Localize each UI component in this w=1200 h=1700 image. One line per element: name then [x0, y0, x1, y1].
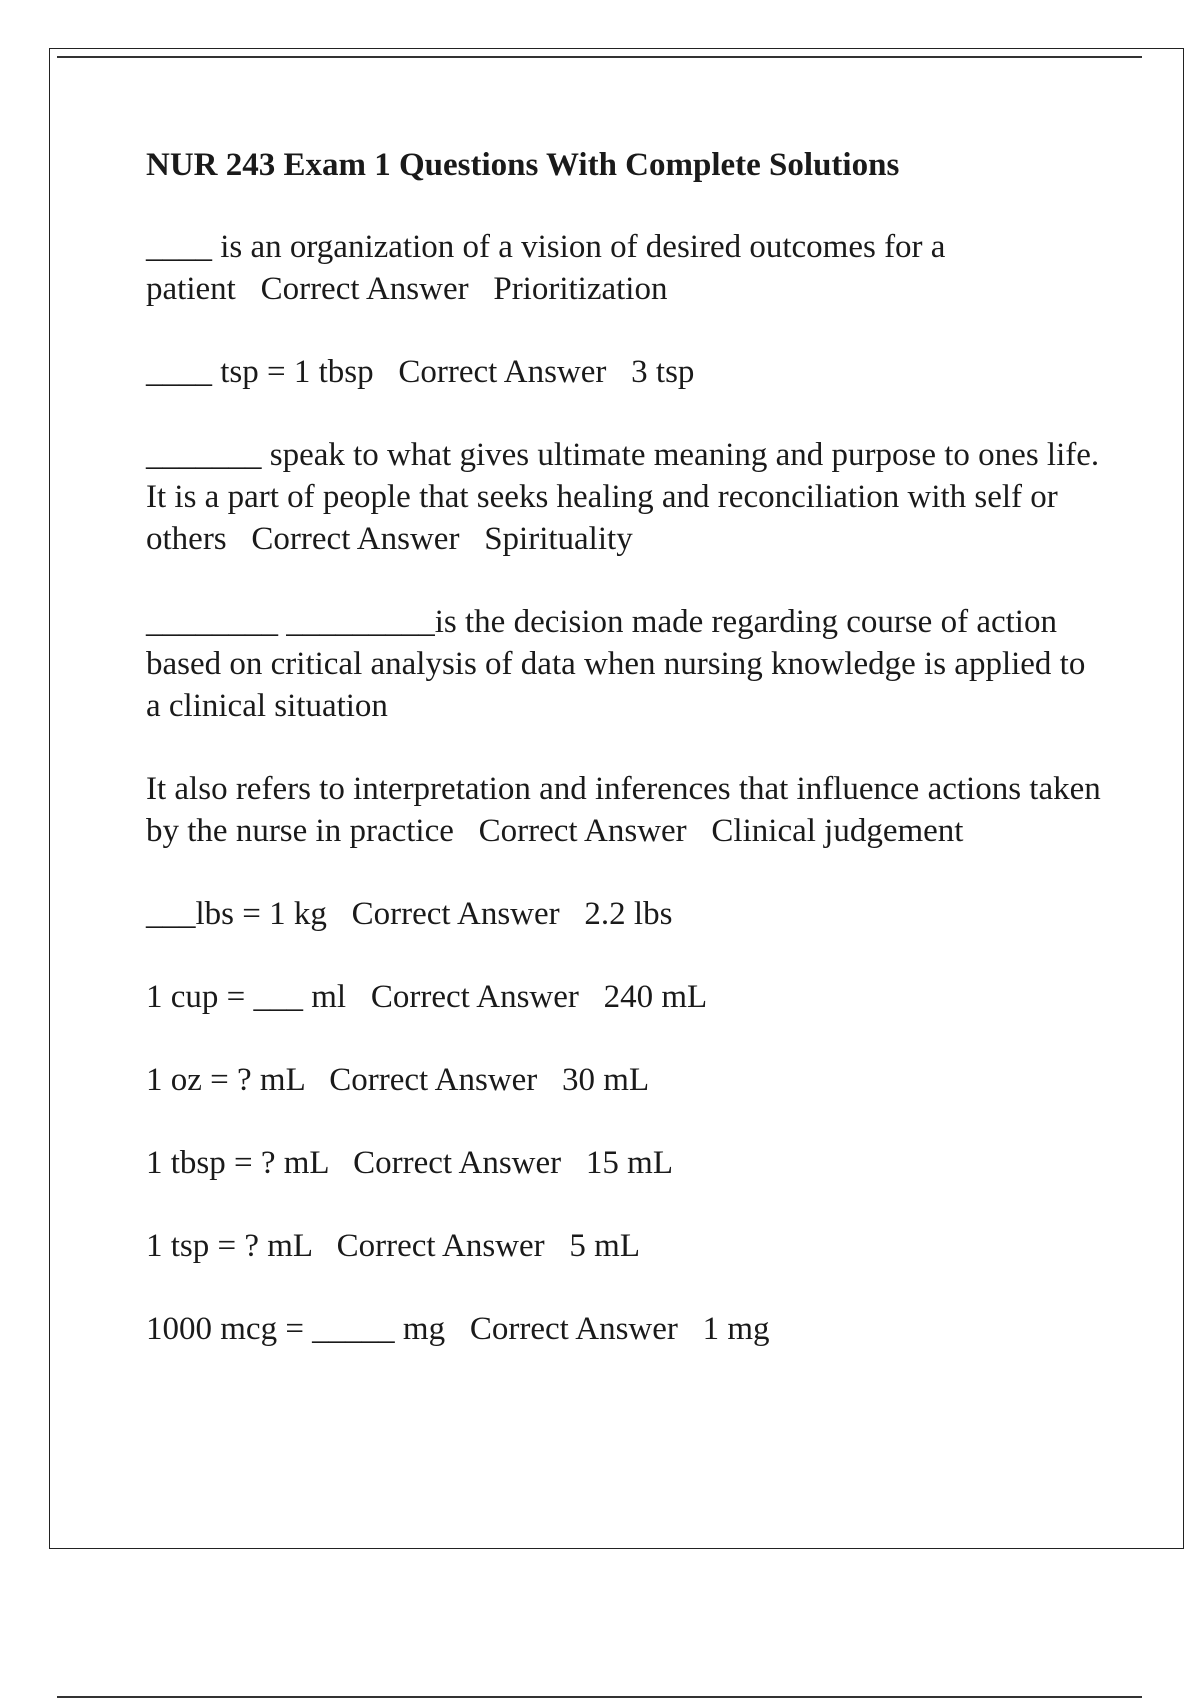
answer-label: Correct Answer [398, 354, 607, 390]
bottom-rule [57, 1696, 1142, 1698]
question-text: 1000 mcg = _____ mg [146, 1311, 446, 1347]
answer-label: Correct Answer [351, 896, 560, 932]
answer-text: Spirituality [484, 521, 633, 557]
qa-item [146, 601, 1106, 727]
answer-text: 3 tsp [631, 354, 695, 390]
answer-label: Correct Answer [329, 1062, 538, 1098]
question-text: ____ is an organization of a vision of desired outcomes for a patient [146, 229, 954, 307]
answer-label: Correct Answer [478, 813, 687, 849]
qa-item [146, 976, 1106, 1018]
qa-item [146, 434, 1106, 560]
answer-label: Correct Answer [336, 1228, 545, 1264]
question-text: It also refers to interpretation and inferences that influence actions taken by the nurse in practice [146, 771, 1110, 849]
question-text: ____ tsp = 1 tbsp [146, 354, 374, 390]
answer-label: Correct Answer [370, 979, 579, 1015]
answer-label: Correct Answer [260, 271, 469, 307]
answer-text: Prioritization [493, 271, 668, 307]
answer-text: 5 mL [569, 1228, 640, 1264]
question-text: ________ _________is the decision made regarding course of action based on critical analysis of data when nursing knowledge is applied to a clinical situation [146, 604, 1094, 724]
answer-text: Clinical judgement [711, 813, 964, 849]
answer-text: 1 mg [702, 1311, 770, 1347]
question-text: 1 oz = ? mL [146, 1062, 305, 1098]
answer-label: Correct Answer [469, 1311, 678, 1347]
answer-label: Correct Answer [353, 1145, 562, 1181]
question-text: ___lbs = 1 kg [146, 896, 327, 932]
question-text: _______ speak to what gives ultimate meaning and purpose to ones life. It is a part of people that seeks healing and reconciliation with self or others [146, 437, 1108, 557]
qa-item [146, 768, 1110, 852]
qa-item [146, 351, 1106, 393]
question-text: 1 tbsp = ? mL [146, 1145, 329, 1181]
qa-item [146, 893, 1106, 935]
answer-text: 240 mL [603, 979, 708, 1015]
answer-text: 30 mL [562, 1062, 650, 1098]
question-text: 1 tsp = ? mL [146, 1228, 312, 1264]
answer-label: Correct Answer [251, 521, 460, 557]
qa-item [146, 1059, 1106, 1101]
qa-item [146, 1142, 1106, 1184]
answer-text: 2.2 lbs [584, 896, 673, 932]
answer-text: 15 mL [585, 1145, 673, 1181]
qa-item [146, 1225, 1106, 1267]
document-title: NUR 243 Exam 1 Questions With Complete Solutions [146, 147, 900, 183]
document-body [146, 144, 1110, 1391]
question-text: 1 cup = ___ ml [146, 979, 347, 1015]
qa-item [146, 226, 1106, 310]
qa-item [146, 1308, 1106, 1350]
